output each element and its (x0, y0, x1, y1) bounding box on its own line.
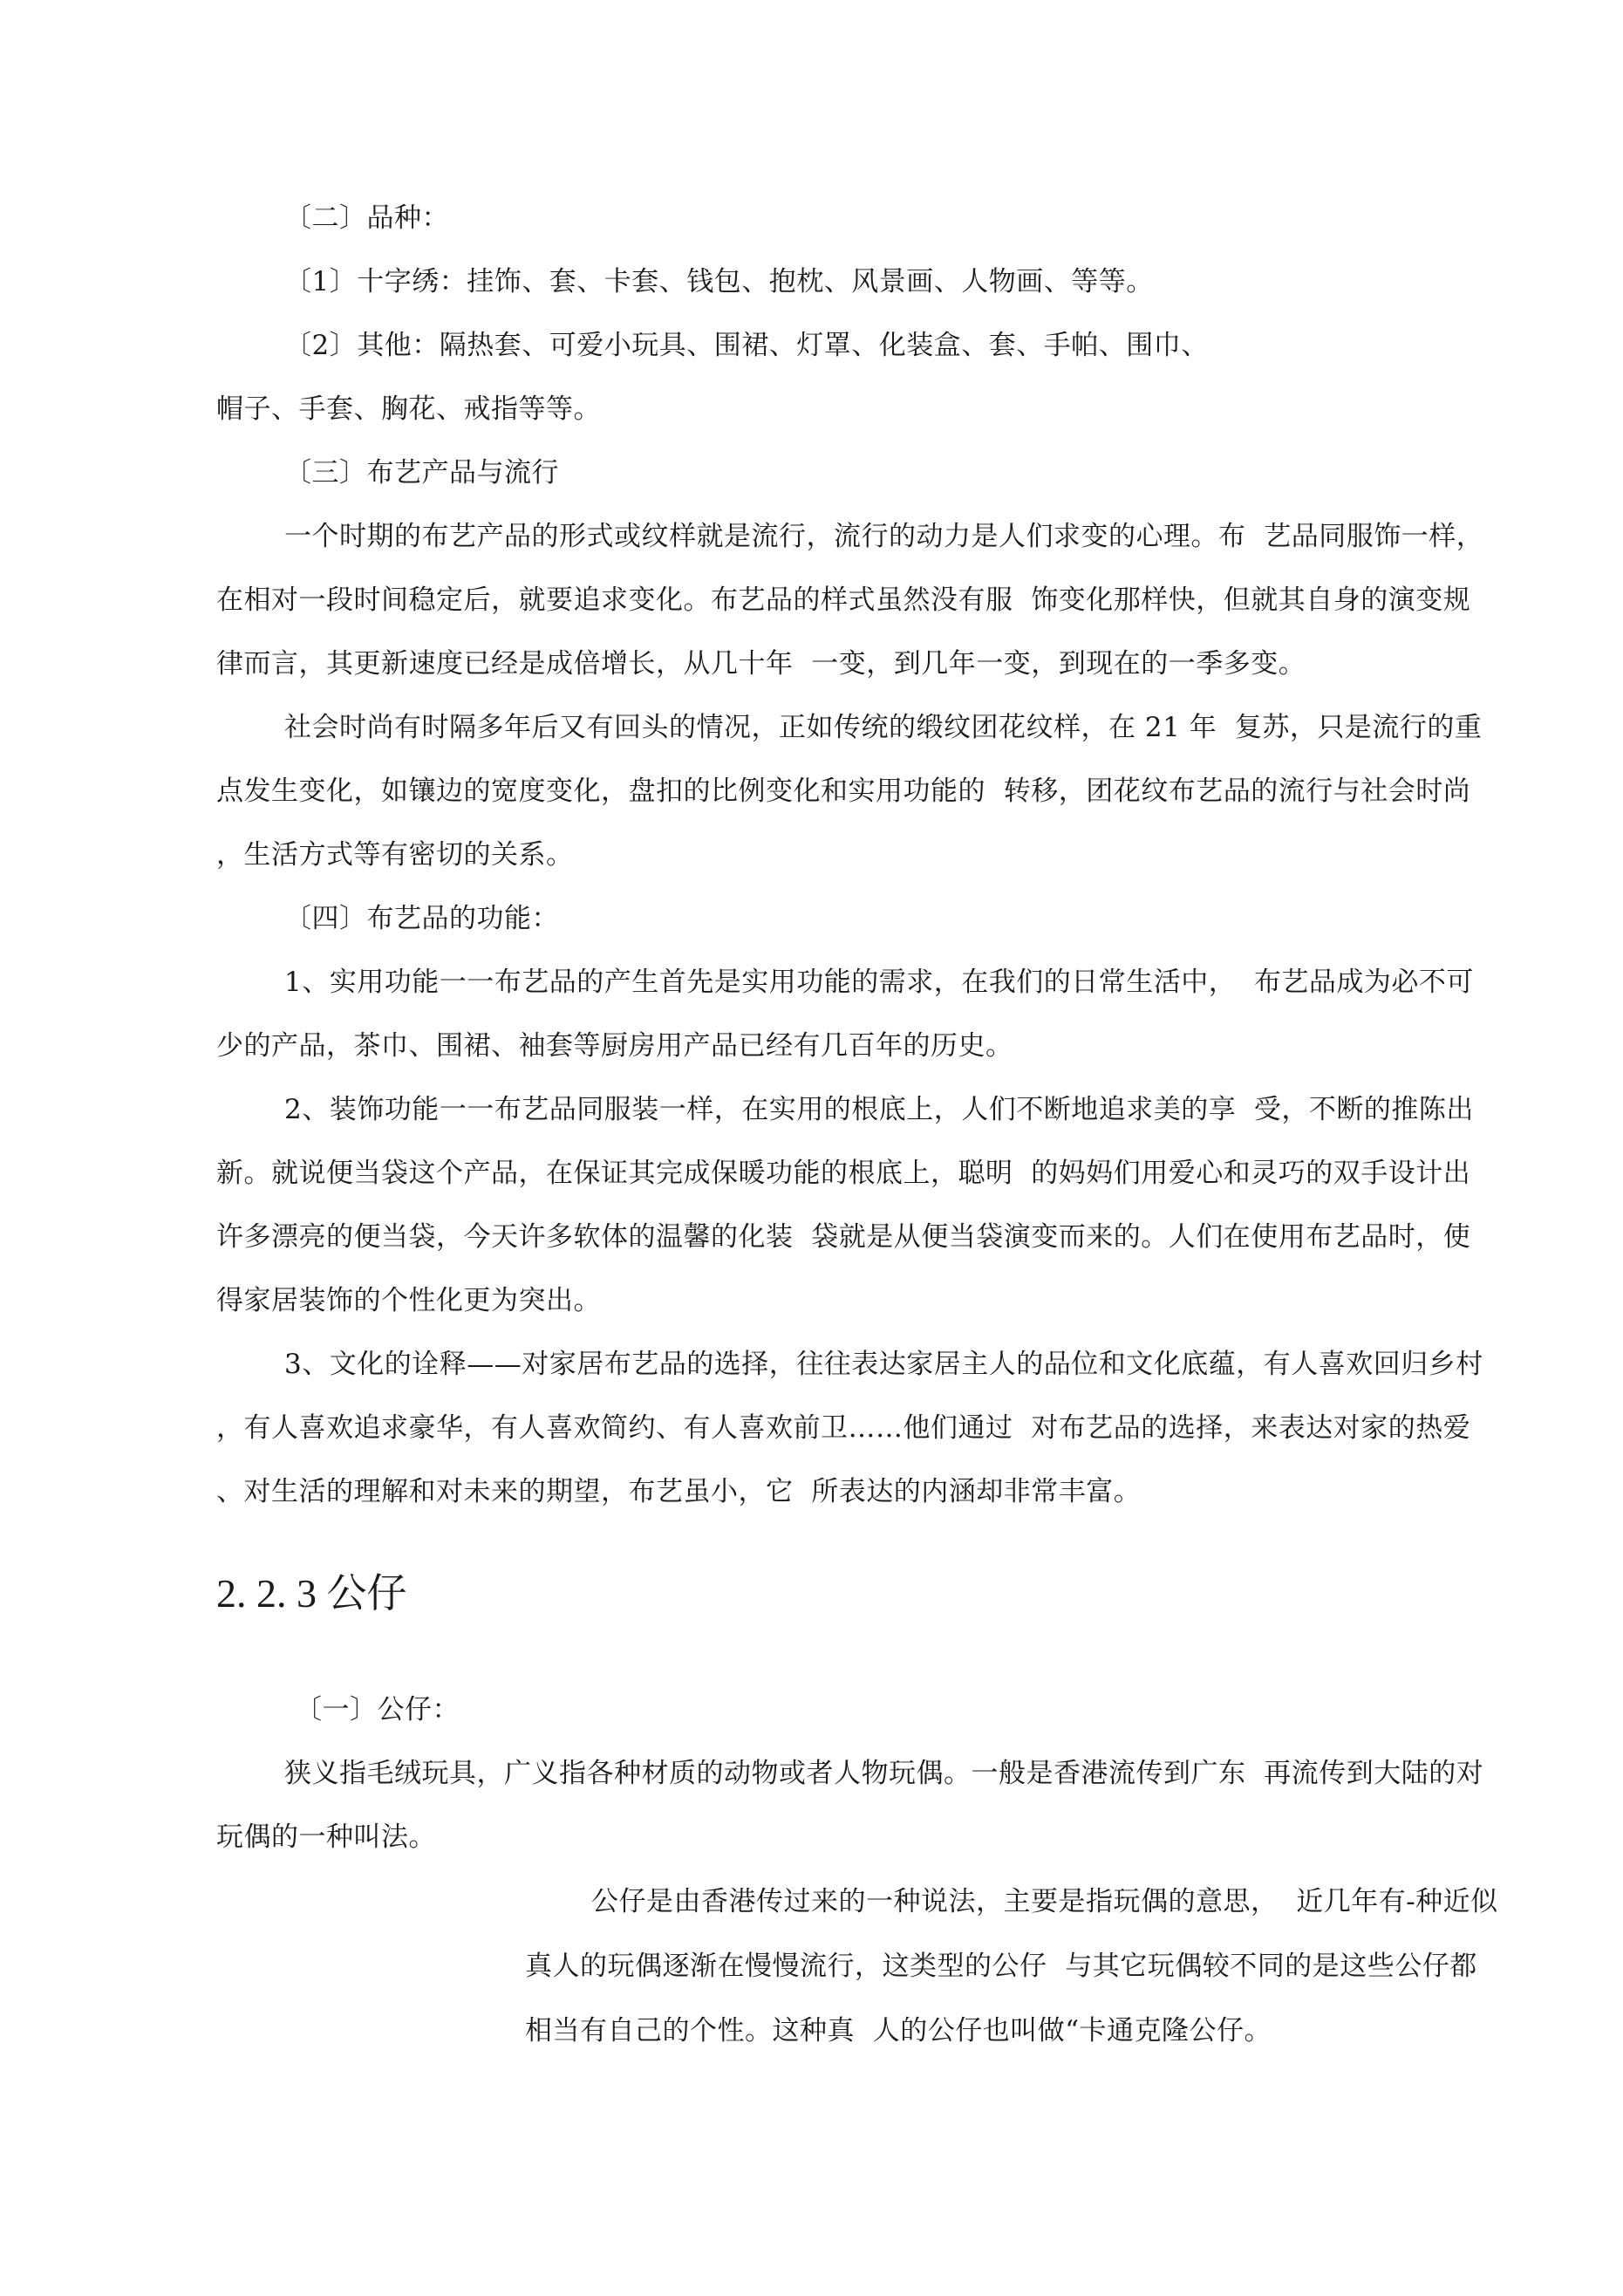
trend-heading: 〔三〕布艺产品与流行 (284, 457, 559, 489)
function-practical-line: 少的产品，茶巾、围裙、袖套等厨房用产品已经有几百年的历史。 (216, 1030, 1013, 1062)
trend-paragraph2-line: 点发生变化，如镶边的宽度变化，盘扣的比例变化和实用功能的 转移，团花纹布艺品的流行与社会时尚 (216, 776, 1471, 807)
varieties-item-other-line2: 帽子、手套、胸花、戒指等等。 (216, 393, 601, 425)
doll-definition-line: 狭义指毛绒玩具，广义指各种材质的动物或者人物玩偶。一般是香港流传到广东 再流传到大陆的对 (284, 1758, 1484, 1789)
trend-paragraph2-line: 社会时尚有时隔多年后又有回头的情况，正如传统的缎纹团花纹样，在 21 年 复苏，只是流行的重 (284, 712, 1483, 743)
function-practical-line: 1、实用功能一一布艺品的产生首先是实用功能的需求，在我们的日常生活中， 布艺品成为必不可 (284, 967, 1474, 998)
trend-paragraph1-line: 律而言，其更新速度已经是成倍增长，从几十年 一变，到几年一变，到现在的一季多变。 (216, 648, 1306, 680)
varieties-item-cross-stitch: 〔1〕十字绣：挂饰、套、卡套、钱包、抱枕、风景画、人物画、等等。 (284, 266, 1154, 297)
function-decorative-line: 得家居装饰的个性化更为突出。 (216, 1285, 601, 1316)
function-decorative-line: 新。就说便当袋这个产品，在保证其完成保暖功能的根底上，聪明 的妈妈们用爱心和灵巧的双手设计出 (216, 1158, 1471, 1189)
function-cultural-line: 、对生活的理解和对未来的期望，布艺虽小，它 所表达的内涵却非常丰富。 (216, 1476, 1142, 1507)
trend-paragraph2-line: ，生活方式等有密切的关系。 (216, 839, 574, 871)
section-title-doll: 2. 2. 3 公仔 (216, 1571, 407, 1616)
doll-definition-line: 玩偶的一种叫法。 (216, 1821, 436, 1853)
function-decorative-line: 2、装饰功能一一布艺品同服装一样，在实用的根底上，人们不断地追求美的享 受，不断的推陈出 (284, 1094, 1474, 1125)
varieties-item-other-line1: 〔2〕其他：隔热套、可爱小玩具、围裙、灯罩、化装盒、套、手帕、围巾、 (284, 330, 1209, 361)
doll-description-line: 公仔是由香港传过来的一种说法，主要是指玩偶的意思， 近几年有-种近似 (591, 1886, 1498, 1917)
doll-subheading: 〔一〕公仔： (295, 1694, 460, 1725)
doll-description-line: 相当有自己的个性。这种真 人的公仔也叫做“卡通克隆公仔。 (525, 2015, 1272, 2047)
function-cultural-line: ，有人喜欢追求豪华，有人喜欢简约、有人喜欢前卫……他们通过 对布艺品的选择，来表达对家的热爱 (216, 1412, 1471, 1444)
function-heading: 〔四〕布艺品的功能： (284, 903, 559, 934)
function-decorative-line: 许多漂亮的便当袋，今天许多软体的温馨的化装 袋就是从便当袋演变而来的。人们在使用布艺品时，使 (216, 1221, 1471, 1253)
doll-description-line: 真人的玩偶逐渐在慢慢流行，这类型的公仔 与其它玩偶较不同的是这些公仔都 (525, 1951, 1477, 1982)
function-cultural-line: 3、文化的诠释——对家居布艺品的选择，往往表达家居主人的品位和文化底蕴，有人喜欢回归乡村 (284, 1349, 1483, 1380)
trend-paragraph1-line: 一个时期的布艺产品的形式或纹样就是流行，流行的动力是人们求变的心理。布 艺品同服饰一样， (284, 521, 1484, 552)
trend-paragraph1-line: 在相对一段时间稳定后，就要追求变化。布艺品的样式虽然没有服 饰变化那样快，但就其自身的演变规 (216, 584, 1471, 616)
varieties-heading: 〔二〕品种： (284, 202, 449, 234)
